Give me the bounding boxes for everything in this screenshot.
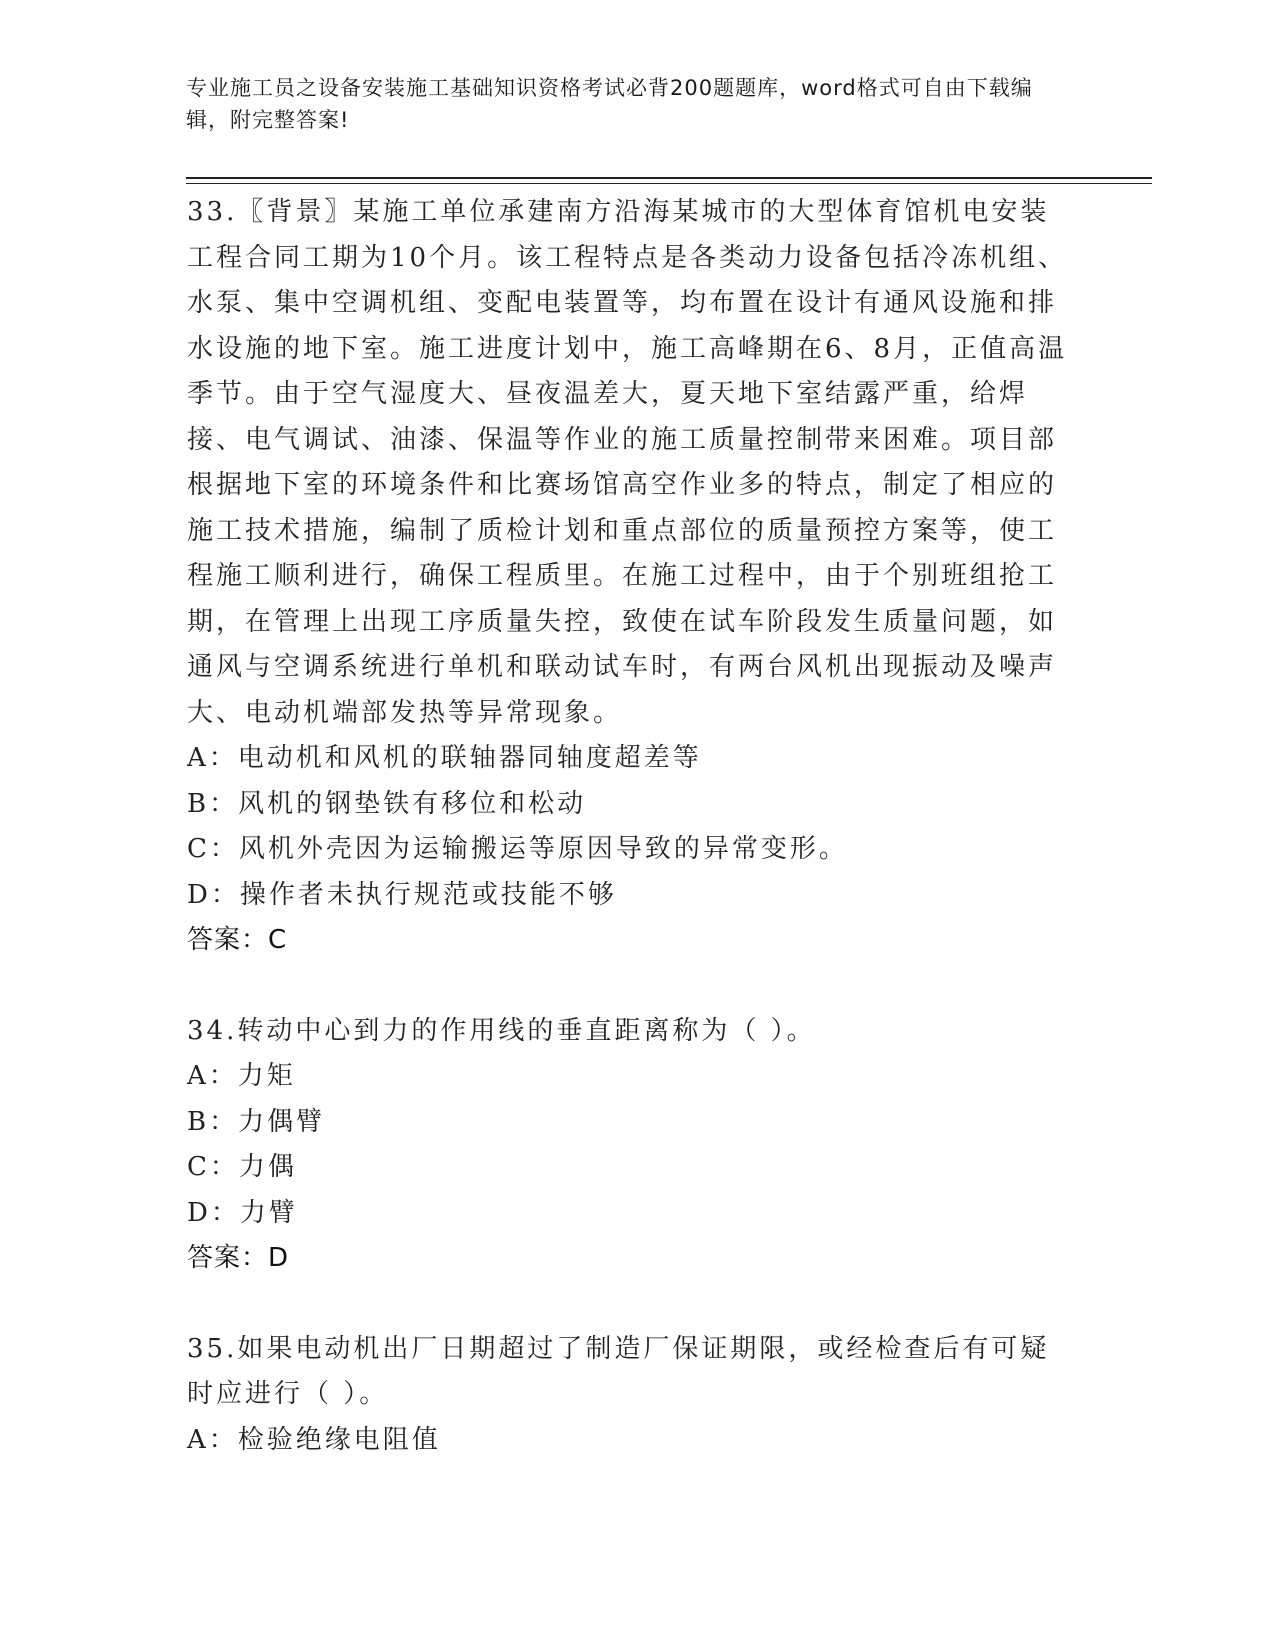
option-d: D：操作者未执行规范或技能不够	[187, 879, 617, 910]
question-text: 33.〖背景〗某施工单位承建南方沿海某城市的大型体育馆机电安装工程合同工期为10个月。该工程特点是各类动力设备包括冷冻机组、水泵、集中空调机组、变配电装置等，均布置在设计有通风设施和排水设施的地下室。施工进度计划中，施工高峰期在6、8月，正值高温季节。由于空气湿度大、昼夜温差大，夏天地下室结露严重，给焊接、电气调试、油漆、保温等作业的施工质量控制带来困难。项目部根据地下室的环境条件和比赛场馆高空作业多的特点，制定了相应的施工技术措施，编制了质检计划和重点部位的质量预控方案等，使工程施工顺利进行，确保工程质里。在施工过程中，由于个别班组抢工期，在管理上出现工序质量失控，致使在试车阶段发生质量问题，如通风与空调系统进行单机和联动试车时，有两台风机出现振动及噪声大、电动机端部发热等异常现象。	[187, 197, 1068, 728]
question-text: 35.如果电动机出厂日期超过了制造厂保证期限，或经检查后有可疑时应进行（ ）。	[187, 1333, 1050, 1409]
question-spacer	[187, 1282, 1077, 1327]
option-c: C：风机外壳因为运输搬运等原因导致的异常变形。	[187, 834, 848, 864]
option-b: B：力偶臂	[187, 1106, 326, 1137]
question-34	[187, 1009, 1077, 1282]
question-35	[187, 1327, 1077, 1464]
document-header: 专业施工员之设备安装施工基础知识资格考试必背200题题库，word格式可自由下载编辑，附完整答案!	[186, 76, 1033, 132]
header-divider-thick	[186, 177, 1152, 179]
option-a: A：检验绝缘电阻值	[187, 1424, 441, 1455]
header-divider-thin	[186, 183, 1152, 184]
answer-label: 答案：D	[187, 1243, 290, 1273]
option-a: A：电动机和风机的联轴器同轴度超差等	[187, 743, 702, 773]
option-a: A：力矩	[187, 1061, 296, 1091]
question-33	[187, 190, 1077, 964]
option-d: D：力臂	[187, 1197, 298, 1228]
option-b: B：风机的钢垫铁有移位和松动	[187, 788, 587, 819]
option-c: C：力偶	[187, 1152, 297, 1182]
question-text: 34.转动中心到力的作用线的垂直距离称为（ ）。	[187, 1015, 816, 1046]
question-spacer	[187, 964, 1077, 1009]
question-list	[187, 190, 1077, 1463]
answer-label: 答案：C	[187, 925, 288, 955]
